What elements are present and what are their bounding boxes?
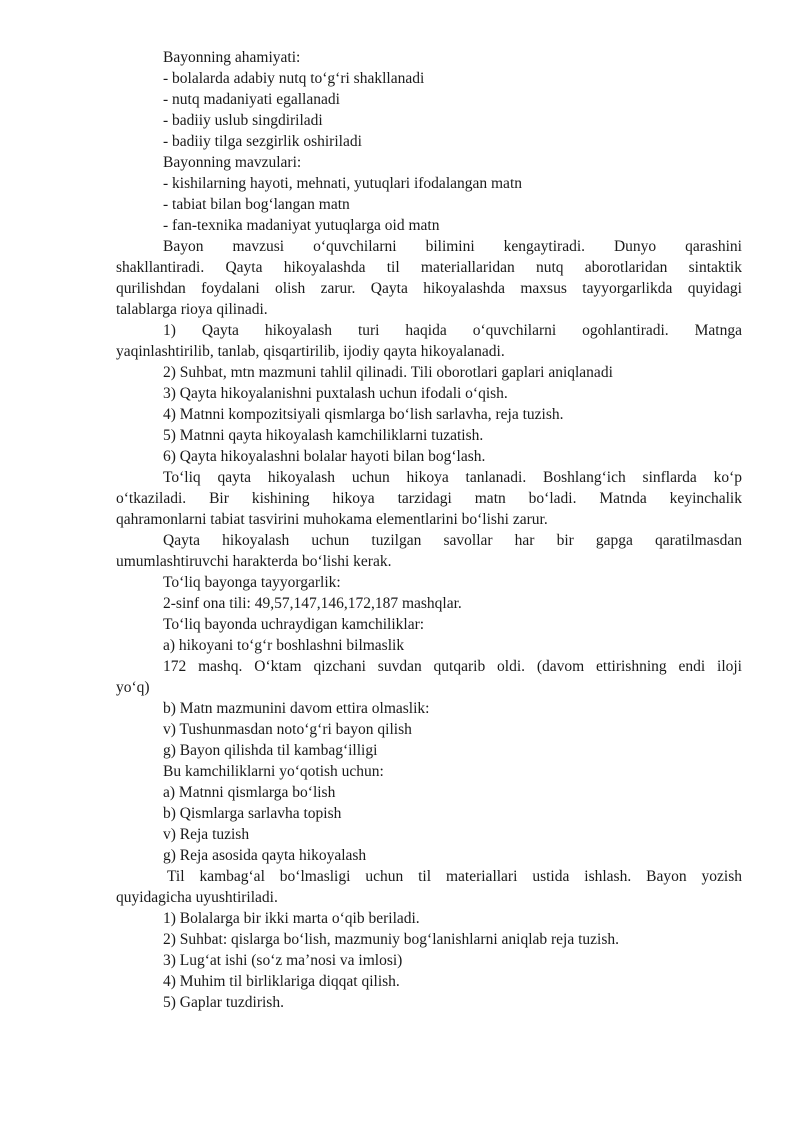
text-line: 2) Suhbat, mtn mazmuni tahlil qilinadi. Tili oborotlari gaplari aniqlanadi [163,364,613,381]
text-line: a) hikoyani to‘g‘r boshlashni bilmaslik [163,637,405,654]
text-line: 3) Qayta hikoyalanishni puxtalash uchun ifodali o‘qish. [163,385,508,402]
text-line: Bayon mavzusi o‘quvchilarni bilimini kengaytiradi. Dunyo qarashini [163,238,742,255]
text-line: 5) Gaplar tuzdirish. [163,994,284,1011]
text-line: v) Reja tuzish [163,826,250,843]
text-line: 4) Matnni kompozitsiyali qismlarga bo‘lish sarlavha, reja tuzish. [163,406,564,423]
document-page [116,47,742,1013]
text-line: g) Bayon qilishda til kambag‘illigi [163,742,378,759]
text-line: talablarga rioya qilinadi. [116,301,268,318]
text-line: g) Reja asosida qayta hikoyalash [163,847,367,864]
text-line: Bayonning mavzulari: [163,154,302,171]
text-line: 2-sinf ona tili: 49,57,147,146,172,187 mashqlar. [163,595,462,612]
text-line: 5) Matnni qayta hikoyalash kamchiliklarni tuzatish. [163,427,484,444]
text-line: 172 mashq. O‘ktam qizchani suvdan qutqarib oldi. (davom ettirishning endi iloji [163,658,742,675]
text-line: qurilishdan foydalani olish zarur. Qayta hikoyalashda maxsus tayyorgarlikda quyidagi [116,280,742,297]
text-line: 1) Bolalarga bir ikki marta o‘qib beriladi. [163,910,420,927]
text-line: - kishilarning hayoti, mehnati, yutuqlari ifodalangan matn [163,175,522,192]
text-line: To‘liq qayta hikoyalash uchun hikoya tanlanadi. Boshlang‘ich sinflarda ko‘p [163,469,742,486]
text-line: v) Tushunmasdan noto‘g‘ri bayon qilish [163,721,412,738]
text-line: Bu kamchiliklarni yo‘qotish uchun: [163,763,384,780]
text-line: yaqinlashtirilib, tanlab, qisqartirilib, ijodiy qayta hikoyalanadi. [116,343,505,360]
text-line: - tabiat bilan bog‘langan matn [163,196,350,213]
text-line: 6) Qayta hikoyalashni bolalar hayoti bilan bog‘lash. [163,448,486,465]
text-line: b) Qismlarga sarlavha topish [163,805,342,822]
text-line: Qayta hikoyalash uchun tuzilgan savollar har bir gapga qaratilmasdan [163,532,742,549]
text-line: - fan-texnika madaniyat yutuqlarga oid matn [163,217,440,234]
text-line: umumlashtiruvchi harakterda bo‘lishi kerak. [116,553,392,570]
text-line: Bayonning ahamiyati: [163,49,301,66]
text-line: o‘tkaziladi. Bir kishining hikoya tarzidagi matn bo‘ladi. Matnda keyinchalik [116,490,742,507]
text-line: 3) Lug‘at ishi (so‘z ma’nosi va imlosi) [163,952,403,969]
text-line: - badiiy uslub singdiriladi [163,112,323,129]
text-line: To‘liq bayonga tayyorgarlik: [163,574,341,591]
text-line: b) Matn mazmunini davom ettira olmaslik: [163,700,430,717]
text-line: yo‘q) [116,679,150,696]
text-line: - nutq madaniyati egallanadi [163,91,340,108]
text-line: - bolalarda adabiy nutq to‘g‘ri shakllanadi [163,70,425,87]
text-line: Til kambag‘al bo‘lmasligi uchun til materiallari ustida ishlash. Bayon yozish [167,868,742,885]
text-line: shakllantiradi. Qayta hikoyalashda til materiallaridan nutq aborotlaridan sintaktik [116,259,742,276]
text-line: - badiiy tilga sezgirlik oshiriladi [163,133,362,150]
text-line: 1) Qayta hikoyalash turi haqida o‘quvchilarni ogohlantiradi. Matnga [163,322,742,339]
text-line: quyidagicha uyushtiriladi. [116,889,278,906]
text-line: qahramonlarni tabiat tasvirini muhokama elementlarini bo‘lishi zarur. [116,511,548,528]
text-line: a) Matnni qismlarga bo‘lish [163,784,336,801]
text-line: 2) Suhbat: qislarga bo‘lish, mazmuniy bog‘lanishlarni aniqlab reja tuzish. [163,931,620,948]
text-line: 4) Muhim til birliklariga diqqat qilish. [163,973,400,990]
text-line: To‘liq bayonda uchraydigan kamchiliklar: [163,616,425,633]
